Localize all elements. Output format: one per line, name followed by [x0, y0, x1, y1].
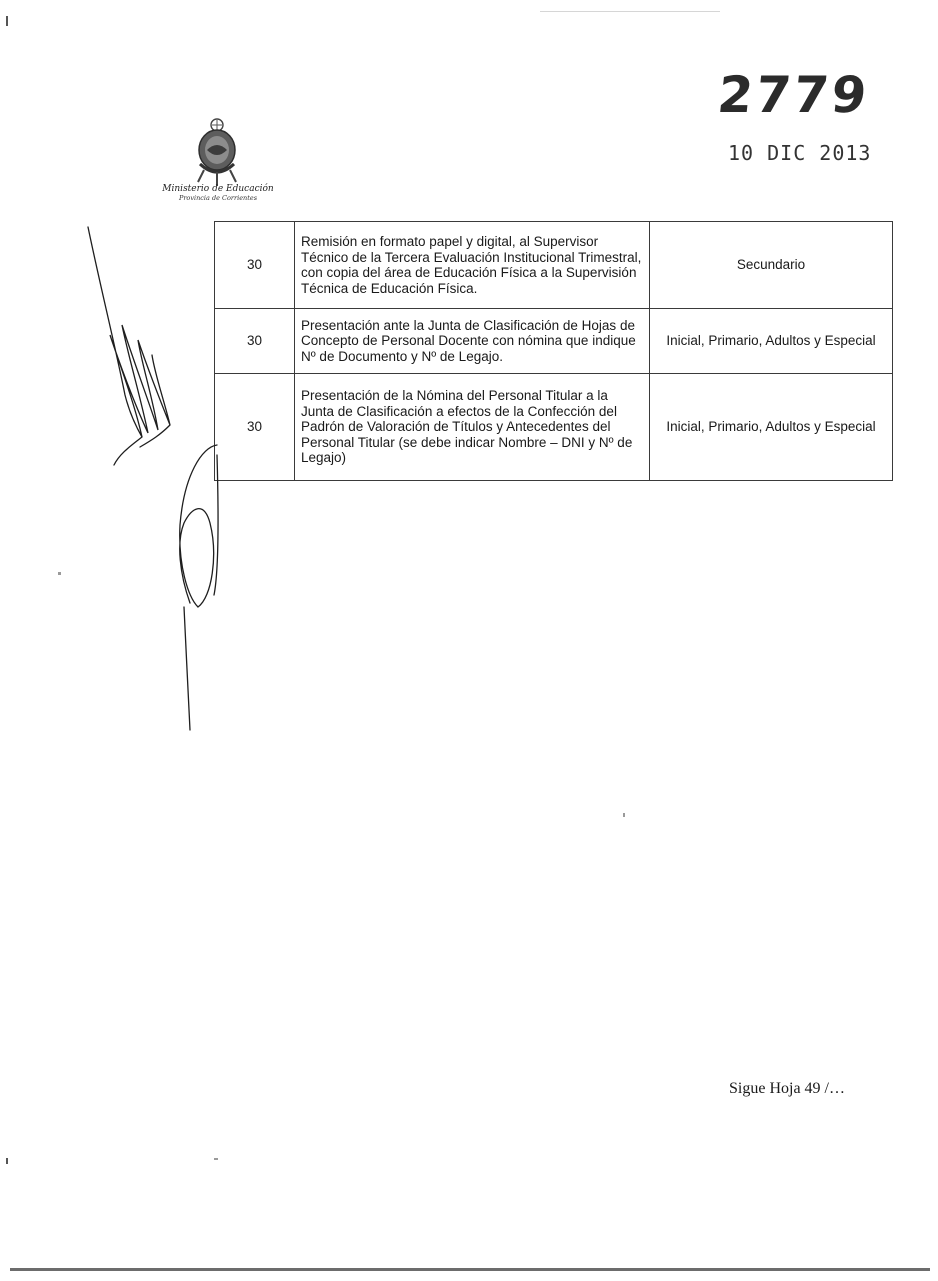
scan-speck [58, 572, 61, 575]
table-row [215, 222, 893, 309]
activity-cell: Presentación de la Nómina del Personal Titular a la Junta de Clasificación a efectos de la Confección del Padrón de Valoración de Títulos y Antecedentes del Personal Titular (se debe indicar Nombre – DNI y Nº de Legajo) [295, 374, 650, 481]
resolution-date-stamp: 10 DIC 2013 [728, 141, 872, 165]
table-row [215, 374, 893, 481]
province-name: Provincia de Corrientes [178, 194, 258, 202]
ministry-name: Ministerio de Educación [162, 184, 274, 194]
activity-schedule-table [214, 221, 893, 481]
provincial-coat-of-arms-icon [192, 116, 242, 188]
days-cell: 30 [215, 222, 295, 309]
scan-speck [214, 1158, 218, 1160]
scan-speck [623, 813, 625, 817]
continuation-note: Sigue Hoja 49 /… [729, 1080, 845, 1097]
days-cell: 30 [215, 309, 295, 374]
activity-cell: Presentación ante la Junta de Clasificación de Hojas de Concepto de Personal Docente con nómina que indique Nº de Documento y Nº de Legajo. [295, 309, 650, 374]
level-cell: Secundario [650, 222, 893, 309]
top-edge-line [540, 11, 720, 12]
bottom-edge-line [10, 1268, 930, 1271]
resolution-number-stamp: 2779 [714, 66, 873, 124]
activity-cell: Remisión en formato papel y digital, al Supervisor Técnico de la Tercera Evaluación Institucional Trimestral, con copia del área de Educación Física a la Supervisión Técnica de Educación Física. [295, 222, 650, 309]
table-row [215, 309, 893, 374]
margin-tick [6, 1158, 8, 1164]
level-cell: Inicial, Primario, Adultos y Especial [650, 374, 893, 481]
level-cell: Inicial, Primario, Adultos y Especial [650, 309, 893, 374]
margin-tick [6, 16, 8, 26]
handwritten-signature [80, 225, 230, 745]
days-cell: 30 [215, 374, 295, 481]
